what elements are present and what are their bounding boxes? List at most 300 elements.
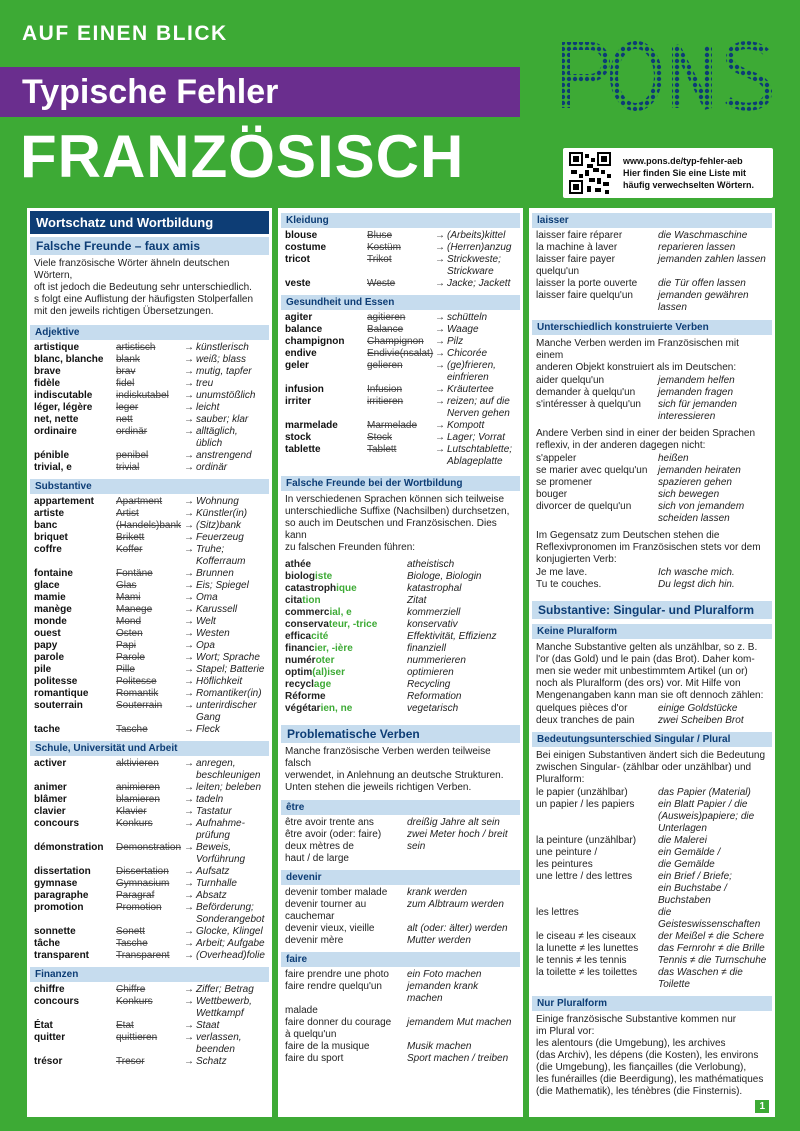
french-word [285, 456, 367, 468]
correct-translation: Glocke, Klingel [196, 926, 263, 937]
correct-translation: künstlerisch [196, 342, 249, 353]
vocab-row [27, 806, 272, 818]
arrow-icon: → [184, 544, 194, 555]
phrase-row [278, 969, 523, 981]
arrow-icon: → [184, 592, 194, 603]
vocab-row [27, 842, 272, 854]
qr-box[interactable] [563, 148, 773, 198]
french-word: tricot [285, 254, 310, 265]
arrow-icon: → [184, 984, 194, 995]
phrase-row [529, 847, 775, 859]
french-phrase: faire du sport [285, 1053, 344, 1064]
french-phrase: devenir tomber malade [285, 887, 388, 898]
phrase-row [529, 703, 775, 715]
french-word: mamie [34, 592, 66, 603]
french-word: biologiste [285, 571, 333, 582]
school-list [27, 758, 272, 962]
etre-list [278, 817, 523, 865]
german-phrase: alt (oder: älter) werden [407, 923, 508, 934]
french-word: citation [285, 595, 321, 606]
keine-pluralform: Keine Pluralform [532, 624, 772, 639]
false-friend: Kostüm [367, 242, 401, 253]
phrase-row [529, 465, 775, 477]
french-word: romantique [34, 688, 89, 699]
false-friend: gelieren [367, 360, 403, 371]
vocab-row [27, 450, 272, 462]
vocab-row [27, 950, 272, 962]
vocab-row [278, 456, 523, 468]
french-word: pile [34, 664, 52, 675]
arrow-icon: → [184, 782, 194, 793]
vocab-row [27, 938, 272, 950]
french-phrase: faire donner du courage [285, 1017, 392, 1028]
verb-faire: faire [281, 952, 520, 967]
correct-translation: reizen; auf die [447, 396, 510, 407]
german-phrase: die Geisteswissenschaften [658, 907, 761, 930]
french-word: politesse [34, 676, 78, 687]
arrow-icon: → [435, 432, 445, 443]
clothing-list [278, 230, 523, 290]
translation: vegetarisch [407, 703, 459, 714]
phrase-row [529, 943, 775, 955]
correct-translation: (ge)frieren, [447, 360, 496, 371]
bu-list [529, 787, 775, 991]
arrow-icon: → [184, 462, 194, 473]
vocab-row [278, 242, 523, 254]
german-phrase: reparieren lassen [658, 242, 736, 253]
french-phrase: bouger [536, 489, 568, 500]
false-friend: nett [116, 414, 133, 425]
correct-translation: Beweis, [196, 842, 232, 853]
german-phrase: jemanden krank machen [407, 981, 479, 1004]
devenir-list [278, 887, 523, 947]
false-friend [367, 408, 435, 420]
false-friend: Demonstration [116, 842, 182, 853]
arrow-icon [184, 1044, 196, 1056]
french-word: endive [285, 348, 317, 359]
french-word: transparent [34, 950, 90, 961]
false-friend: Papi [116, 640, 137, 651]
french-phrase: haut / de large [285, 853, 349, 864]
arrow-icon: → [435, 242, 445, 253]
arrow-icon: → [435, 278, 445, 289]
vocab-row [27, 926, 272, 938]
column-2 [278, 208, 523, 1117]
vocab-row [27, 508, 272, 520]
vocab-row [27, 866, 272, 878]
phrase-row [529, 302, 775, 314]
phrase-row [529, 871, 775, 883]
false-friend: Tasche [116, 724, 148, 735]
arrow-icon: → [435, 336, 445, 347]
french-word: costume [285, 242, 327, 253]
false-friend: Parole [116, 652, 145, 663]
translation: nummerieren [407, 655, 466, 666]
french-word: trésor [34, 1056, 63, 1067]
false-friend: quittieren [116, 1032, 158, 1043]
correct-translation: unterirdischer [196, 700, 257, 711]
false-friend: Etat [116, 1020, 134, 1031]
french-word: gymnase [34, 878, 78, 889]
vocab-row [27, 984, 272, 996]
german-phrase: (Ausweis)papiere; die [658, 811, 755, 822]
false-friend [116, 770, 184, 782]
translation: Zitat [407, 595, 427, 606]
arrow-icon [184, 830, 196, 842]
correct-translation: Waage [447, 324, 479, 335]
false-friend: Politesse [116, 676, 157, 687]
faire-list [278, 969, 523, 1065]
phrase-row [529, 859, 775, 871]
page-number: 1 [755, 1100, 769, 1113]
arrow-icon: → [435, 348, 445, 359]
french-phrase: quelqu'un [536, 266, 580, 277]
correct-translation: Strickweste; [447, 254, 501, 265]
phrase-row [529, 579, 775, 591]
french-phrase: faire de la musique [285, 1041, 370, 1052]
french-word: végétarien, ne [285, 703, 353, 714]
phrase-row [278, 981, 523, 1005]
arrow-icon: → [184, 664, 194, 675]
french-phrase: le papier (unzählbar) [536, 787, 628, 798]
french-phrase: être avoir (oder: faire) [285, 829, 382, 840]
german-phrase: sich bewegen [658, 489, 720, 500]
french-word: tache [34, 724, 61, 735]
french-word: artistique [34, 342, 80, 353]
french-word: souterrain [34, 700, 83, 711]
german-phrase: Ich wasche mich. [658, 567, 735, 578]
vocab-row [27, 378, 272, 390]
german-phrase: der Meißel ≠ die Schere [658, 931, 765, 942]
pons-logo [560, 40, 780, 112]
phrase-row [278, 817, 523, 829]
arrow-icon: → [435, 396, 445, 407]
false-friend: Konkurs [116, 996, 153, 1007]
translation: konservativ [407, 619, 458, 630]
correct-translation: Eis; Spiegel [196, 580, 249, 591]
french-phrase: faire prendre une photo [285, 969, 389, 980]
false-friend: Stock [367, 432, 393, 443]
vocab-row [27, 758, 272, 770]
arrow-icon: → [184, 866, 194, 877]
correct-translation: Schatz [196, 1056, 227, 1067]
vocab-row [27, 664, 272, 676]
category-wortbildung: Falsche Freunde bei der Wortbildung [281, 476, 520, 491]
french-phrase: s'intéresser à quelqu'un [536, 399, 641, 410]
vocab-row [27, 628, 272, 640]
correct-translation: Strickware [447, 266, 494, 277]
arrow-icon: → [184, 354, 194, 365]
verb-devenir: devenir [281, 870, 520, 885]
false-friend: ordinär [116, 426, 148, 437]
wordformation-row [278, 583, 523, 595]
german-phrase: jemandem helfen [658, 375, 735, 386]
vocab-row [27, 556, 272, 568]
phrase-row [529, 931, 775, 943]
false-friend: Chiffre [116, 984, 146, 995]
vocab-row [27, 616, 272, 628]
french-word: optim(al)iser [285, 667, 346, 678]
arrow-icon: → [184, 616, 194, 627]
arrow-icon: → [184, 390, 194, 401]
arrow-icon: → [184, 450, 194, 461]
phrase-row [529, 399, 775, 411]
vocab-row [278, 312, 523, 324]
correct-translation: ordinär [196, 462, 228, 473]
french-phrase: la lunette ≠ les lunettes [536, 943, 639, 954]
wordformation-row [278, 643, 523, 655]
vocab-row [27, 782, 272, 794]
phrase-row [529, 715, 775, 727]
correct-translation: (Arbeits)kittel [447, 230, 506, 241]
arrow-icon: → [435, 444, 445, 455]
french-phrase: à quelqu'un [285, 1029, 337, 1040]
false-friend [116, 556, 184, 568]
translation: Biologe, Biologin [407, 571, 482, 582]
french-word: démonstration [34, 842, 104, 853]
french-word [34, 1044, 116, 1056]
phrase-row [529, 411, 775, 423]
french-phrase [536, 513, 658, 525]
vocab-row [27, 568, 272, 580]
vocab-row [27, 462, 272, 474]
category-finanzen: Finanzen [30, 967, 269, 982]
vocab-row [278, 348, 523, 360]
french-phrase: devenir vieux, vieille [285, 923, 375, 934]
false-friend: animieren [116, 782, 160, 793]
vocab-row [27, 366, 272, 378]
correct-translation: beenden [196, 1044, 235, 1055]
vocab-row [278, 266, 523, 278]
correct-translation: anstrengend [196, 450, 252, 461]
french-phrase: laisser faire réparer [536, 230, 623, 241]
correct-translation: Ziffer; Betrag [196, 984, 254, 995]
section-singular-plural: Substantive: Singular- und Pluralform [532, 601, 772, 619]
category-substantive: Substantive [30, 479, 269, 494]
arrow-icon: → [184, 496, 194, 507]
phrase-row [529, 254, 775, 266]
vocab-row [278, 444, 523, 456]
false-friend: leger [116, 402, 139, 413]
arrow-icon: → [184, 724, 194, 735]
wordformation-row [278, 607, 523, 619]
french-phrase: laisser faire quelqu'un [536, 290, 633, 301]
correct-translation: (Herren)anzug [447, 242, 512, 253]
arrow-icon: → [184, 426, 194, 437]
correct-translation: Fleck [196, 724, 220, 735]
correct-translation: schütteln [447, 312, 488, 323]
vocab-row [278, 408, 523, 420]
german-phrase: Unterlagen [658, 823, 707, 834]
german-phrase: krank werden [407, 887, 468, 898]
arrow-icon: → [184, 700, 194, 711]
wordformation-row [278, 703, 523, 715]
vocab-row [278, 432, 523, 444]
phrase-row [529, 787, 775, 799]
false-friend [367, 266, 435, 278]
arrow-icon [184, 914, 196, 926]
arrow-icon: → [184, 1056, 194, 1067]
phrase-row [529, 967, 775, 991]
vocab-row [27, 1020, 272, 1032]
german-phrase: Du legst dich hin. [658, 579, 735, 590]
french-phrase: la machine à laver [536, 242, 618, 253]
vocab-row [278, 230, 523, 242]
subsection-heading: Falsche Freunde – faux amis [30, 237, 269, 255]
top-label: AUF EINEN BLICK [22, 22, 228, 45]
arrow-icon: → [184, 520, 194, 531]
correct-translation: Stapel; Batterie [196, 664, 265, 675]
german-phrase: zwei Meter hoch / breit [407, 829, 508, 840]
phrase-row [529, 230, 775, 242]
correct-translation: verlassen, [196, 1032, 242, 1043]
false-friend [116, 854, 184, 866]
german-phrase: jemanden zahlen lassen [658, 254, 766, 265]
false-friend: artistisch [116, 342, 156, 353]
arrow-icon [435, 408, 447, 420]
arrow-icon [184, 556, 196, 568]
arrow-icon: → [184, 842, 194, 853]
vocab-row [27, 878, 272, 890]
false-friend [367, 456, 435, 468]
wordformation-row [278, 571, 523, 583]
vocab-row [27, 604, 272, 616]
french-word [34, 914, 116, 926]
phrase-row [529, 453, 775, 465]
arrow-icon: → [184, 890, 194, 901]
french-word: blâmer [34, 794, 67, 805]
french-word: pénible [34, 450, 70, 461]
bedeutungsunterschied: Bedeutungsunterschied Singular / Plural [532, 732, 772, 747]
phrase-row [529, 387, 775, 399]
french-word: agiter [285, 312, 313, 323]
german-phrase: interessieren [658, 411, 716, 422]
bu-text: Bei einigen Substantiven ändert sich die Bedeutung zwischen Singular- (zählbar oder unzählbar) und Pluralform: [536, 750, 766, 785]
phrase-row [278, 841, 523, 853]
arrow-icon: → [184, 902, 194, 913]
arrow-icon [184, 1008, 196, 1020]
correct-translation: Opa [196, 640, 215, 651]
french-phrase: demander à quelqu'un [536, 387, 636, 398]
correct-translation: Gang [196, 712, 221, 723]
correct-translation: Künstler(in) [196, 508, 248, 519]
correct-translation: Tastatur [196, 806, 232, 817]
arrow-icon: → [184, 652, 194, 663]
wordformation-row [278, 619, 523, 631]
translation: katastrophal [407, 583, 462, 594]
french-word: infusion [285, 384, 324, 395]
correct-translation: Staat [196, 1020, 220, 1031]
french-word: concours [34, 818, 80, 829]
french-word: athée [285, 559, 312, 570]
french-phrase: devenir tourner au [285, 899, 367, 910]
translation: kommerziell [407, 607, 461, 618]
french-word [34, 854, 116, 866]
german-phrase: dreißig Jahre alt sein [407, 817, 500, 828]
phrase-row [529, 799, 775, 811]
false-friend: blamieren [116, 794, 160, 805]
french-word: net, nette [34, 414, 79, 425]
qr-code-icon[interactable] [569, 152, 611, 194]
french-phrase: divorcer de quelqu'un [536, 501, 632, 512]
correct-translation: Aufnahme- [196, 818, 245, 829]
german-phrase [658, 266, 768, 278]
french-phrase: le tennis ≠ les tennis [536, 955, 627, 966]
phrase-row [278, 1017, 523, 1029]
vocab-row [27, 414, 272, 426]
uk-list [529, 375, 775, 423]
translation: optimieren [407, 667, 454, 678]
category-gesundheit: Gesundheit und Essen [281, 295, 520, 310]
false-friend: blank [116, 354, 140, 365]
false-friend [367, 372, 435, 384]
french-word: chiffre [34, 984, 65, 995]
german-phrase: die Gemälde [658, 859, 715, 870]
correct-translation: Oma [196, 592, 218, 603]
false-friend: Fontäne [116, 568, 153, 579]
german-phrase: jemanden gewähren [658, 290, 749, 301]
german-phrase: einige Goldstücke [658, 703, 738, 714]
false-friend: indiskutabel [116, 390, 169, 401]
french-word [34, 712, 116, 724]
phrase-row [278, 1029, 523, 1041]
vocab-row [27, 712, 272, 724]
correct-translation: (Sitz)bank [196, 520, 242, 531]
french-word: État [34, 1020, 53, 1031]
german-phrase: Sport machen / treiben [407, 1053, 509, 1064]
vocab-row [27, 342, 272, 354]
health-list [278, 312, 523, 468]
german-phrase: scheiden lassen [658, 513, 730, 524]
correct-translation: sauber; klar [196, 414, 249, 425]
german-phrase [407, 911, 516, 923]
vocab-row [278, 336, 523, 348]
french-word: numéroter [285, 655, 335, 666]
correct-translation: einfrieren [447, 372, 489, 383]
french-word: coffre [34, 544, 62, 555]
phrase-row [529, 278, 775, 290]
kp-list [529, 703, 775, 727]
french-word: trivial, e [34, 462, 72, 473]
german-phrase: zwei Scheiben Brot [658, 715, 744, 726]
german-phrase: das Fernrohr ≠ die Brille [658, 943, 765, 954]
german-phrase: die Waschmaschine [658, 230, 748, 241]
correct-translation: mutig, tapfer [196, 366, 252, 377]
french-word: ouest [34, 628, 61, 639]
phrase-row [278, 1053, 523, 1065]
french-word: léger, légère [34, 402, 93, 413]
phrase-row [529, 883, 775, 895]
french-phrase: deux mètres de [285, 841, 354, 852]
column-1 [27, 208, 272, 1117]
vocab-row [27, 902, 272, 914]
substantive-list [27, 496, 272, 736]
german-phrase: ein Foto machen [407, 969, 482, 980]
false-friend: Brikett [116, 532, 145, 543]
arrow-icon: → [184, 996, 194, 1007]
false-friend: Mami [116, 592, 141, 603]
arrow-icon: → [435, 230, 445, 241]
phrase-row [529, 895, 775, 907]
german-phrase: spazieren gehen [658, 477, 732, 488]
correct-translation: (Overhead)folie [196, 950, 265, 961]
french-word: brave [34, 366, 61, 377]
vocab-row [27, 426, 272, 450]
vocab-row [27, 688, 272, 700]
nur-pluralform: Nur Pluralform [532, 996, 772, 1011]
french-word: papy [34, 640, 58, 651]
phrase-row [529, 477, 775, 489]
